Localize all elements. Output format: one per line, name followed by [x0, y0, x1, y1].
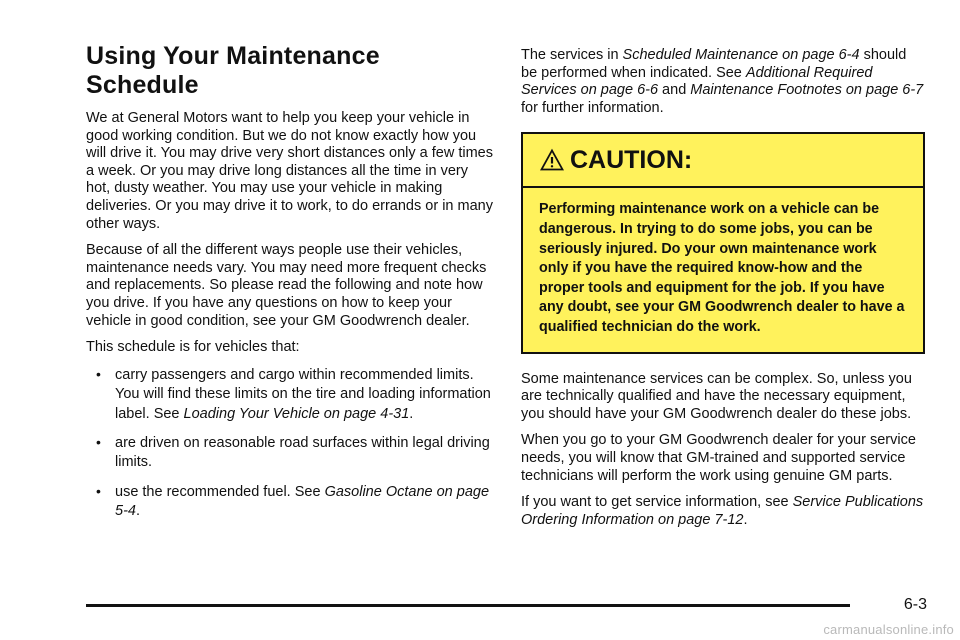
text-run: .	[743, 511, 748, 528]
text-run: The services in	[521, 47, 623, 63]
text-run: If you want to get service information, see	[521, 494, 793, 511]
text-run: and	[658, 82, 691, 99]
cross-reference-link[interactable]: Service Publications Ordering Information on page 7-12	[521, 494, 924, 528]
cross-reference-link[interactable]: Loading Your Vehicle on page 4-31	[183, 405, 410, 422]
complex-services-paragraph: Some maintenance services can be complex. So, unless you are technically qualified and have the necessary equipment, you should have your GM Goodwrench dealer do these jobs.	[521, 370, 912, 422]
list-item-text: carry passengers and cargo within recommended limits. You will find these limits on the tire and loading information label. See	[115, 366, 491, 422]
cross-reference-link[interactable]: Maintenance Footnotes on page 6-7	[690, 82, 924, 99]
warning-triangle-icon	[540, 148, 564, 172]
list-item	[86, 434, 496, 473]
left-column	[86, 42, 496, 532]
services-intro-paragraph	[521, 47, 926, 117]
list-item-suffix: .	[409, 405, 414, 422]
service-info-paragraph	[521, 494, 926, 529]
caution-text: Performing maintenance work on a vehicle can be dangerous. In trying to do some jobs, you can be seriously injured. Do your own maintenance work only if you have the required know-how and the proper tools and equipment for the job. If you have any doubt, see your GM Goodwrench dealer to have a qualified technician do the work.	[539, 201, 905, 335]
list-item	[86, 483, 496, 522]
text-run: should be performed when indicated. See	[521, 47, 907, 81]
footer-rule	[86, 604, 850, 607]
right-column	[521, 47, 926, 538]
bullet-icon: •	[96, 482, 101, 499]
cross-reference-link[interactable]: Scheduled Maintenance on page 6-4	[622, 47, 860, 63]
caution-header	[523, 134, 923, 188]
maintenance-needs-paragraph: Because of all the different ways people use their vehicles, maintenance needs vary. You may need more frequent checks and replacements. So please read the following and note how you drive. If you have any questions on how to keep your vehicle in good condition, see your GM Goodwrench dealer.	[86, 242, 487, 329]
caution-box	[521, 132, 925, 353]
schedule-applies-paragraph: This schedule is for vehicles that:	[86, 339, 300, 356]
caution-title: CAUTION:	[570, 145, 693, 174]
text-run: for further information.	[521, 99, 664, 116]
dealer-service-paragraph: When you go to your GM Goodwrench dealer for your service needs, you will know that GM-trained and supported service technicians will perform the work using genuine GM parts.	[521, 432, 916, 484]
watermark: carmanualsonline.info	[823, 622, 954, 637]
page-heading: Using Your Maintenance Schedule	[86, 42, 380, 99]
cross-reference-link[interactable]: Additional Required Services on page 6-6	[521, 64, 873, 99]
vehicle-conditions-list	[86, 366, 496, 522]
cross-reference-link[interactable]: Gasoline Octane on page 5-4	[115, 483, 490, 520]
bullet-icon: •	[96, 433, 101, 450]
page-number: 6-3	[903, 596, 927, 613]
list-item-text: are driven on reasonable road surfaces within legal driving limits.	[115, 434, 490, 471]
list-item-suffix: .	[135, 503, 140, 520]
list-item-text: use the recommended fuel. See	[115, 483, 325, 500]
bullet-icon: •	[96, 365, 101, 382]
intro-paragraph: We at General Motors want to help you keep your vehicle in good working condition. But we do not know exactly how you will drive it. You may drive very short distances only a few times a week. Or you may drive long distances all the time in very hot, dusty weather. You may use your vehicle in making deliveries. Or you may drive it to work, to do errands or in many other ways.	[86, 110, 493, 232]
list-item	[86, 366, 496, 424]
